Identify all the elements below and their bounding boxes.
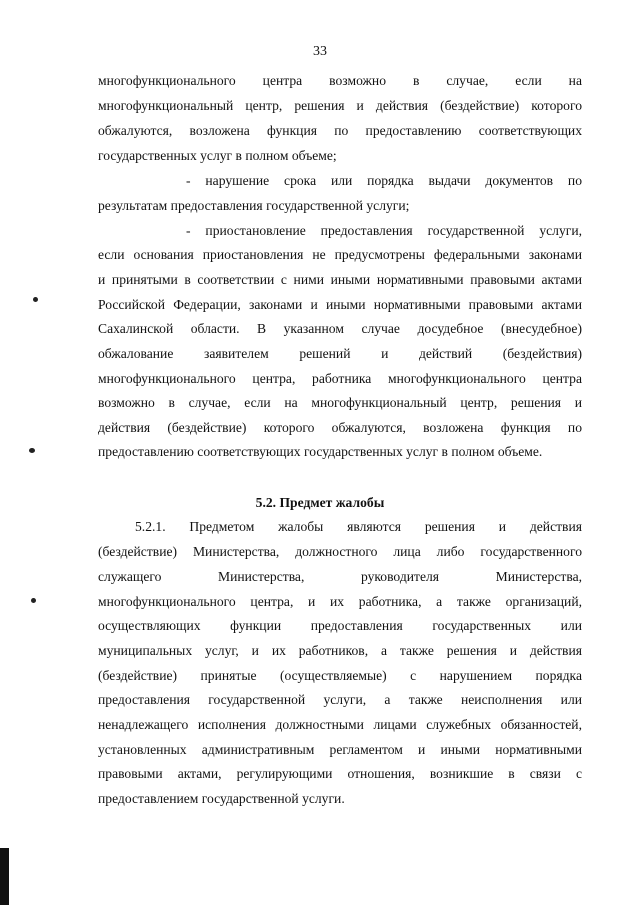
- text-line: (бездействие) принятые (осуществляемые) с нарушением порядка: [98, 668, 582, 683]
- text-line: многофункционального центра, работника многофункционального центра: [98, 371, 582, 386]
- text-line: государственных услуг в полном объеме;: [98, 148, 337, 163]
- text-line: обжалуются, возложена функция по предоставлению соответствующих: [98, 123, 582, 138]
- text-line: служащего Министерства, руководителя Министерства,: [98, 569, 582, 584]
- text-line: результатам предоставления государственной услуги;: [98, 198, 410, 213]
- text-line: правовыми актами, регулирующими отношения, возникшие в связи с: [98, 766, 582, 781]
- text-line: возможно в случае, если на многофункциональный центр, решения и: [98, 395, 582, 410]
- scan-speck: [29, 448, 35, 453]
- scan-speck: [33, 297, 38, 302]
- list-item-line: - нарушение срока или порядка выдачи документов по: [186, 173, 582, 188]
- text-line: муниципальных услуг, и их работников, а также решения и действия: [98, 643, 582, 658]
- text-line: 5.2.1. Предметом жалобы являются решения и действия: [135, 519, 582, 534]
- text-line: и принятыми в соответствии с ними иными нормативными правовыми актами: [98, 272, 582, 287]
- text-line: предоставлению соответствующих государственных услуг в полном объеме.: [98, 444, 543, 459]
- text-line: предоставления государственной услуги, а также неисполнения или: [98, 692, 582, 707]
- scan-edge-strip: [0, 848, 9, 905]
- text-line: осуществляющих функции предоставления государственных или: [98, 618, 582, 633]
- text-line: действия (бездействие) которого обжалуются, возложена функция по: [98, 420, 582, 435]
- text-line: Российской Федерации, законами и иными нормативными правовыми актами: [98, 297, 582, 312]
- text-line: предоставлением государственной услуги.: [98, 791, 345, 806]
- text-line: Сахалинской области. В указанном случае досудебное (внесудебное): [98, 321, 582, 336]
- text-line: обжалование заявителем решений и действий (бездействия): [98, 346, 582, 361]
- text-line: (бездействие) Министерства, должностного лица либо государственного: [98, 544, 582, 559]
- list-item-line: - приостановление предоставления государственной услуги,: [186, 223, 582, 238]
- text-line: многофункционального центра возможно в случае, если на: [98, 73, 582, 88]
- text-line: если основания приостановления не предусмотрены федеральными законами: [98, 247, 582, 262]
- page-number: 33: [313, 44, 327, 59]
- section-heading: 5.2. Предмет жалобы: [255, 495, 385, 510]
- text-line: установленных административным регламентом и иными нормативными: [98, 742, 582, 757]
- scan-speck: [31, 598, 36, 603]
- text-line: многофункциональный центр, решения и действия (бездействие) которого: [98, 98, 582, 113]
- text-line: ненадлежащего исполнения должностными лицами служебных обязанностей,: [98, 717, 582, 732]
- text-line: многофункционального центра, и их работника, а также организаций,: [98, 594, 582, 609]
